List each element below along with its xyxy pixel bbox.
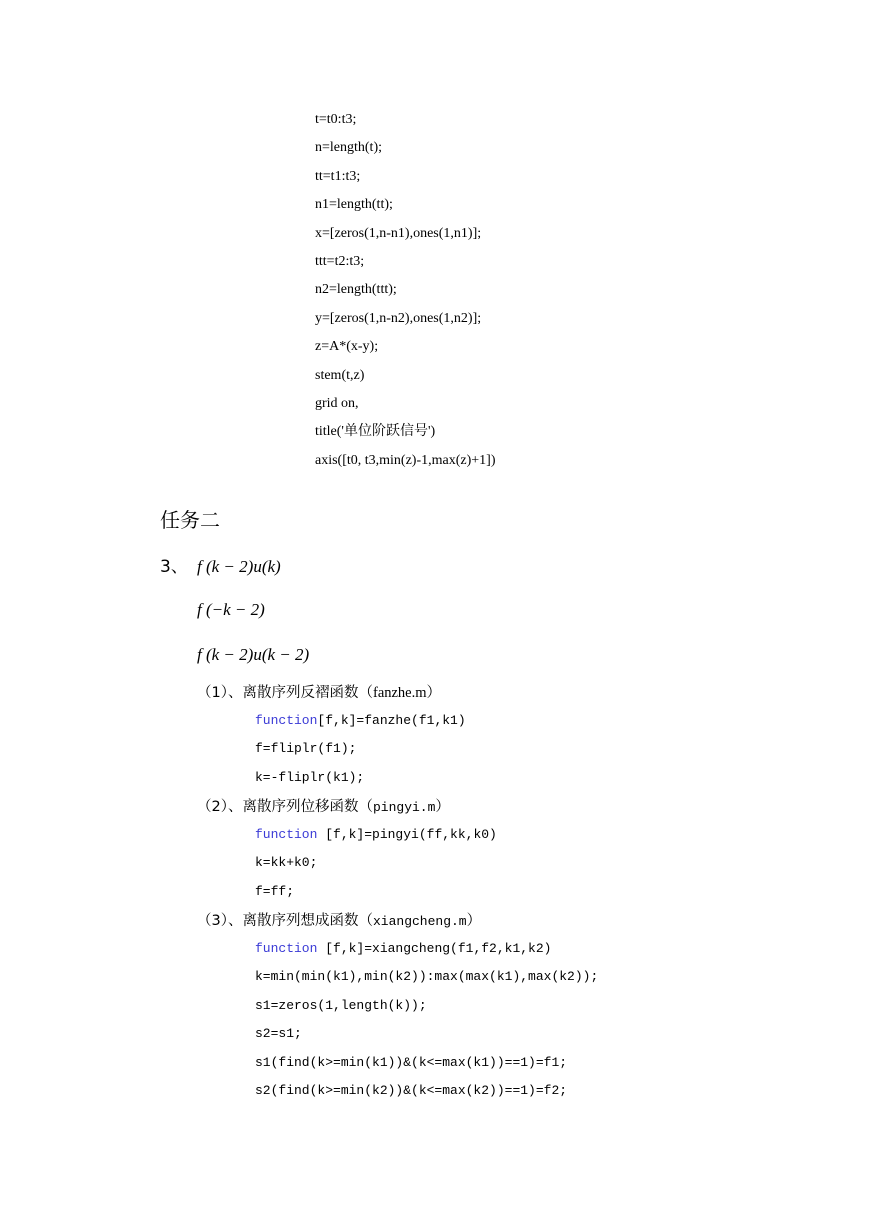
section-heading: 任务二 <box>160 508 220 532</box>
code-line <box>255 995 598 1023</box>
code-line: n2=length(ttt); <box>315 282 397 298</box>
code-line: grid on, <box>315 395 359 411</box>
formula-3: f (k − 2)u(k − 2) <box>197 645 310 664</box>
formula-2: f (−k − 2) <box>197 600 265 619</box>
code-line <box>255 710 466 738</box>
subsection-prefix: （2）、离散序列位移函数（ <box>197 799 373 815</box>
code-line <box>255 1080 598 1108</box>
item-number: 3、 <box>160 557 188 577</box>
code-text: s1=zeros(1,length(k)); <box>255 997 427 1013</box>
code-line <box>255 767 466 795</box>
subsection-file: xiangcheng.m <box>372 914 467 929</box>
code-text: f=ff; <box>255 883 295 899</box>
subsection-prefix: （1）、离散序列反褶函数（ <box>197 685 373 701</box>
code-line <box>255 1052 598 1080</box>
code-line: title('单位阶跃信号') <box>315 424 436 440</box>
code-line <box>255 852 497 880</box>
subsection-prefix: （3）、离散序列想成函数（ <box>197 913 373 929</box>
subsection-title-fanzhe <box>197 682 441 704</box>
code-line <box>255 938 598 966</box>
code-block-step-signal <box>315 108 735 477</box>
subsection-file: fanzhe.m <box>372 685 427 701</box>
code-line: tt=t1:t3; <box>315 168 361 184</box>
code-block-pingyi <box>255 824 497 909</box>
code-text: k=-fliplr(k1); <box>255 769 365 785</box>
code-line <box>255 881 497 909</box>
code-line: stem(t,z) <box>315 367 365 383</box>
subsection-suffix: ） <box>466 913 482 929</box>
code-text: [f,k]=pingyi(ff,kk,k0) <box>317 827 497 842</box>
code-line: axis([t0, t3,min(z)-1,max(z)+1]) <box>315 452 496 468</box>
code-keyword: function <box>255 827 318 842</box>
code-line: n=length(t); <box>315 140 382 156</box>
subsection-title-pingyi <box>197 796 450 819</box>
code-keyword: function <box>255 941 318 956</box>
code-line: t=t0:t3; <box>315 112 357 127</box>
code-text: f=fliplr(f1); <box>255 741 357 757</box>
code-text: [f,k]=xiangcheng(f1,f2,k1,k2) <box>317 941 552 956</box>
code-text: s2=s1; <box>255 1026 302 1042</box>
formula-1: f (k − 2)u(k) <box>197 557 281 576</box>
code-text: s2(find(k>=min(k2))&(k<=max(k2))==1)=f2; <box>255 1082 568 1098</box>
code-line <box>255 824 497 852</box>
code-keyword: function <box>255 713 318 728</box>
code-text: s1(find(k>=min(k1))&(k<=max(k1))==1)=f1; <box>255 1054 568 1070</box>
subsection-file: pingyi.m <box>372 800 436 815</box>
code-text: k=min(min(k1),min(k2)):max(max(k1),max(k2)); <box>255 969 599 985</box>
code-line: z=A*(x-y); <box>315 339 379 355</box>
code-block-xiangcheng <box>255 938 598 1108</box>
code-line <box>255 966 598 994</box>
code-line: ttt=t2:t3; <box>315 253 365 269</box>
code-line: n1=length(tt); <box>315 197 393 213</box>
code-text: k=kk+k0; <box>255 855 318 871</box>
code-line <box>255 1023 598 1051</box>
code-block-fanzhe <box>255 710 466 795</box>
subsection-title-xiangcheng <box>197 910 481 933</box>
code-line <box>255 738 466 766</box>
code-line: x=[zeros(1,n-n1),ones(1,n1)]; <box>315 225 482 241</box>
subsection-suffix: ） <box>426 685 442 701</box>
code-text: [f,k]=fanzhe(f1,k1) <box>317 713 466 728</box>
code-line: y=[zeros(1,n-n2),ones(1,n2)]; <box>315 310 482 326</box>
subsection-suffix: ） <box>435 799 450 815</box>
